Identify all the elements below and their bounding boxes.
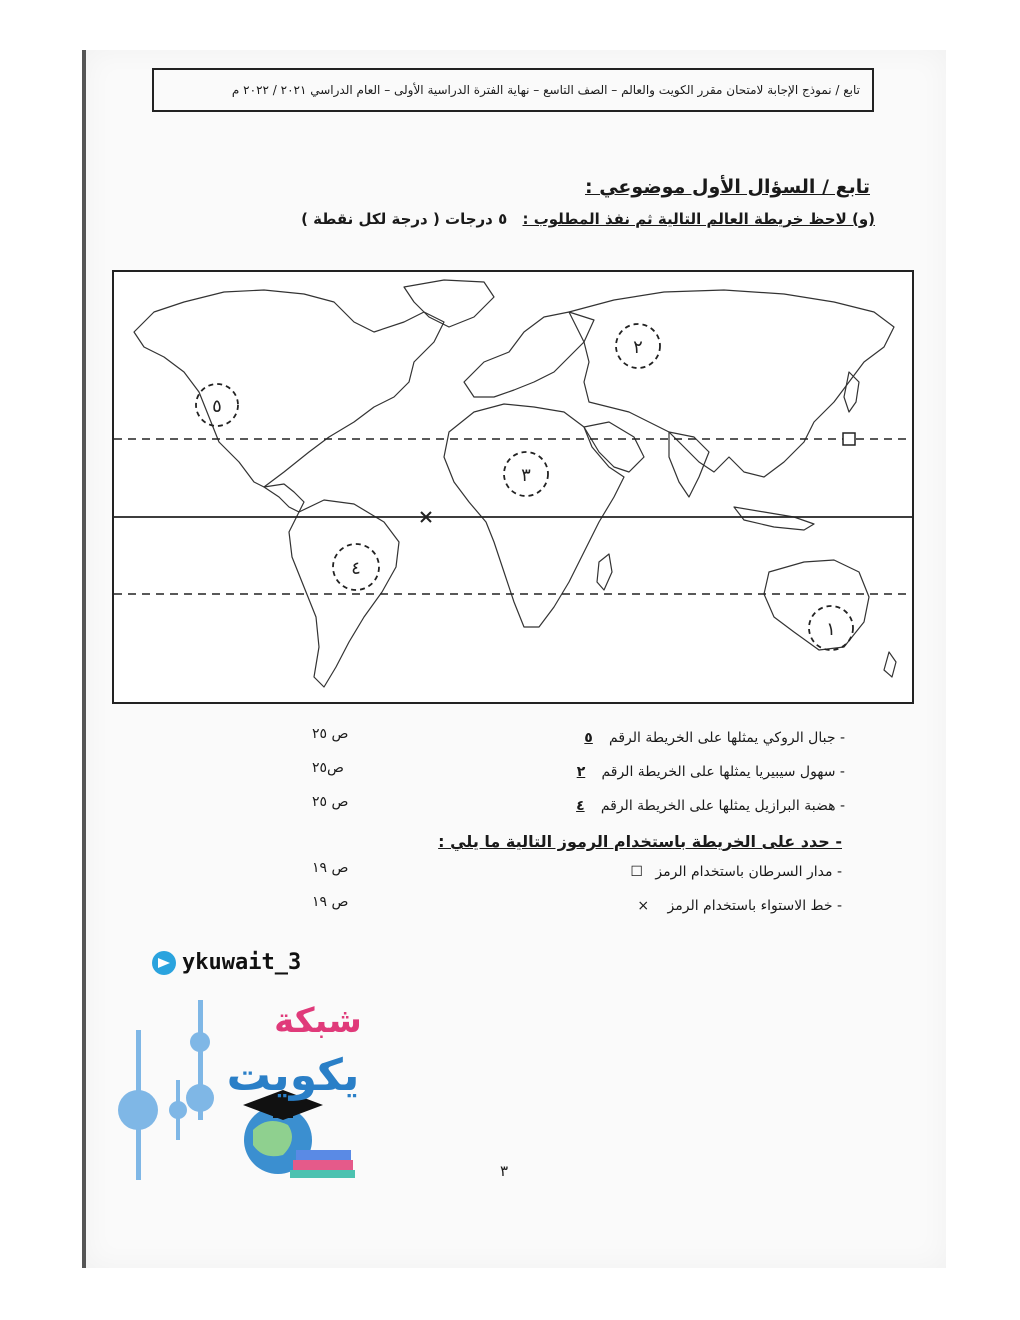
new-zealand-outline xyxy=(884,652,896,677)
matching-item-rockies xyxy=(579,730,845,746)
exam-header xyxy=(152,68,874,112)
ykuwait-logo xyxy=(118,990,378,1230)
telegram-icon xyxy=(152,951,176,975)
symbol-item-ref: ص ١٩ xyxy=(312,894,349,910)
continent-outlines xyxy=(134,280,896,687)
matching-item-ref: ص٢٥ xyxy=(312,760,344,776)
madagascar-outline xyxy=(597,554,612,590)
europe-outline xyxy=(464,312,594,397)
page-number: ٣ xyxy=(500,1162,509,1180)
world-map xyxy=(112,270,914,704)
ykuwait-logo-svg xyxy=(118,990,378,1230)
matching-item-ref: ص ٢٥ xyxy=(312,726,349,742)
arabia-outline xyxy=(584,422,644,472)
map-label-2: ٢ xyxy=(633,337,643,358)
symbol-item-text: - مدار السرطان باستخدام الرمز xyxy=(655,864,842,880)
map-label-5: ٥ xyxy=(212,396,222,417)
books-icon xyxy=(293,1160,353,1170)
map-label-3: ٣ xyxy=(521,465,531,486)
north-america-outline xyxy=(134,290,444,487)
cancer-square-symbol xyxy=(843,433,855,445)
part-label: (و) لاحظ خريطة العالم التالية ثم نفذ المطلوب : xyxy=(522,210,875,228)
australia-outline xyxy=(764,560,869,650)
matching-item-answer: ٢ xyxy=(576,764,586,780)
matching-item-text: - هضبة البرازيل يمثلها على الخريطة الرقم xyxy=(600,798,845,814)
matching-item-answer: ٥ xyxy=(584,730,593,746)
symbols-section-title: - حدد على الخريطة باستخدام الرموز التالية ما يلي : xyxy=(438,832,842,851)
header-text: تابع / نموذج الإجابة لامتحان مقرر الكويت والعالم – الصف التاسع – نهاية الفترة الدراسية الأولى – العام الدراسي ٢٠٢١ / ٢٠٢٢ م xyxy=(231,83,860,97)
matching-item-text: - جبال الروكي يمثلها على الخريطة الرقم xyxy=(609,730,845,746)
map-label-4: ٤ xyxy=(351,558,361,579)
matching-item-siberia xyxy=(571,764,845,780)
central-america-outline xyxy=(264,484,304,512)
question-instruction xyxy=(275,210,875,228)
matching-item-brazil xyxy=(570,798,845,814)
logo-text-shabaka: شبكة xyxy=(274,1001,362,1041)
matching-item-answer: ٤ xyxy=(576,798,585,814)
symbol-item-symbol: × xyxy=(637,898,650,914)
symbol-item-ref: ص ١٩ xyxy=(312,860,349,876)
world-map-svg xyxy=(114,272,912,702)
symbol-item-text: - خط الاستواء باستخدام الرمز xyxy=(667,898,842,914)
kuwait-towers-icon xyxy=(118,1000,214,1180)
logo-text-ykuwait: يكويت xyxy=(226,1050,360,1101)
map-label-1: ١ xyxy=(826,619,836,640)
symbol-item-symbol: ☐ xyxy=(630,864,643,880)
telegram-handle: ykuwait_3 xyxy=(182,950,302,975)
telegram-watermark xyxy=(152,950,301,975)
symbol-item-equator xyxy=(637,898,842,914)
matching-item-text: - سهول سيبيريا يمثلها على الخريطة الرقم xyxy=(601,764,845,780)
marks-note: ٥ درجات ( درجة لكل نقطة ) xyxy=(301,210,508,228)
asia-outline xyxy=(569,290,894,477)
greenland-outline xyxy=(404,280,494,327)
indonesia-outline xyxy=(734,507,814,530)
symbol-item-cancer xyxy=(630,864,842,880)
question-title: تابع / السؤال الأول موضوعي : xyxy=(585,176,870,198)
matching-item-ref: ص ٢٥ xyxy=(312,794,349,810)
